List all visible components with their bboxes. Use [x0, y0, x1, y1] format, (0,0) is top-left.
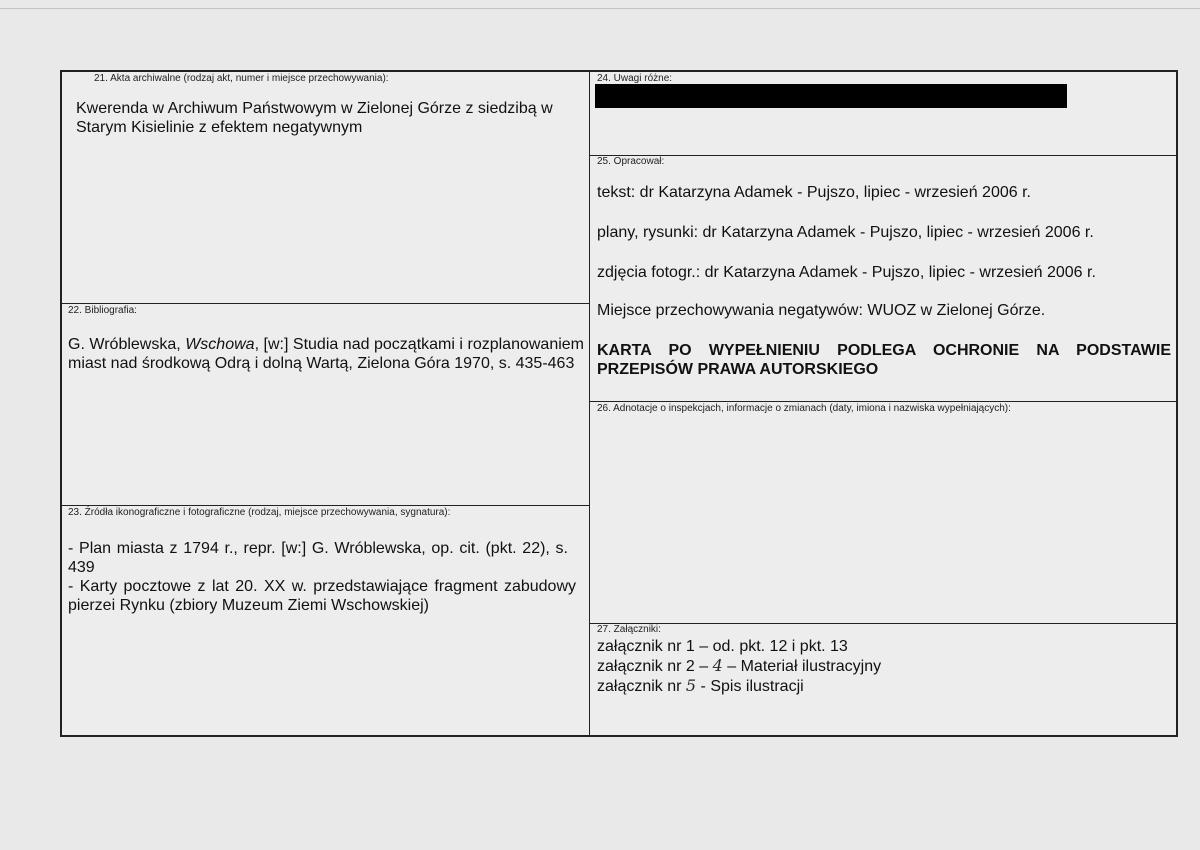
scan-edge-line	[0, 8, 1200, 9]
attachment-separator: –	[694, 638, 713, 655]
section-22-text	[68, 335, 584, 373]
attachment-item	[597, 676, 881, 696]
attachment-prefix: załącznik nr 1	[597, 638, 695, 655]
section-24	[589, 72, 1178, 155]
attachment-handwritten-number: 4	[712, 656, 723, 675]
attachment-text: - Spis ilustracji	[696, 678, 804, 695]
section-23-line-1: - Plan miasta z 1794 r., repr. [w:] G. Wróblewska, op. cit. (pkt. 22), s. 439	[68, 540, 568, 576]
section-21	[62, 72, 589, 303]
section-22-title-italic: Wschowa	[185, 336, 255, 353]
attachment-item	[597, 656, 881, 676]
section-26-label: 26. Adnotacje o inspekcjach, informacje o zmianach (daty, imiona i nazwiska wypełniających):	[597, 403, 1011, 414]
attachment-prefix: załącznik nr	[597, 678, 686, 695]
attachment-prefix: załącznik nr 2	[597, 658, 695, 675]
section-25-miejsce: Miejsce przechowywania negatywów: WUOZ w Zielonej Górze.	[597, 302, 1046, 319]
section-25	[589, 155, 1178, 401]
record-card-form	[60, 70, 1178, 737]
section-25-label: 25. Opracował:	[597, 156, 665, 167]
section-23	[62, 505, 589, 737]
section-23-label: 23. Źródła ikonograficzne i fotograficzne (rodzaj, miejsce przechowywania, sygnatura):	[68, 507, 451, 518]
section-23-line-2: - Karty pocztowe z lat 20. XX w. przedstawiające fragment zabudowy pierzei Rynku (zbiory Muzeum Ziemi Wschowskiej)	[68, 578, 576, 614]
attachment-item	[597, 637, 881, 656]
attachment-text: od. pkt. 12 i pkt. 13	[712, 638, 848, 655]
attachment-text: – Materiał ilustracyjny	[722, 658, 882, 675]
section-21-text: Kwerenda w Archiwum Państwowym w Zielonej Górze z siedzibą w Starym Kisielinie z efektem negatywnym	[76, 100, 553, 136]
section-22	[62, 303, 589, 505]
copyright-notice: KARTA PO WYPEŁNIENIU PODLEGA OCHRONIE NA PODSTAWIE PRZEPISÓW PRAWA AUTORSKIEGO	[597, 342, 1171, 378]
section-22-author: G. Wróblewska,	[68, 336, 186, 353]
redaction-bar	[595, 84, 1067, 108]
section-25-tekst: tekst: dr Katarzyna Adamek - Pujszo, lipiec - wrzesień 2006 r.	[597, 184, 1031, 201]
section-25-plany: plany, rysunki: dr Katarzyna Adamek - Pujszo, lipiec - wrzesień 2006 r.	[597, 224, 1094, 241]
attachment-separator: –	[694, 658, 713, 675]
section-24-label: 24. Uwagi różne:	[597, 73, 673, 84]
section-25-zdjecia: zdjęcia fotogr.: dr Katarzyna Adamek - Pujszo, lipiec - wrzesień 2006 r.	[597, 264, 1096, 281]
section-27-label: 27. Załączniki:	[597, 624, 661, 635]
attachments-list	[597, 637, 881, 696]
section-21-label: 21. Akta archiwalne (rodzaj akt, numer i miejsce przechowywania):	[94, 73, 389, 84]
section-27	[589, 623, 1178, 737]
section-26	[589, 401, 1178, 623]
attachment-handwritten-number: 5	[685, 676, 697, 695]
section-22-label: 22. Bibliografia:	[68, 305, 137, 316]
section-22-rest: , [w:] Studia nad początkami i rozplanowaniem miast nad środkową Odrą i dolną Wartą, Zielona Góra 1970, s. 435-463	[68, 336, 584, 372]
